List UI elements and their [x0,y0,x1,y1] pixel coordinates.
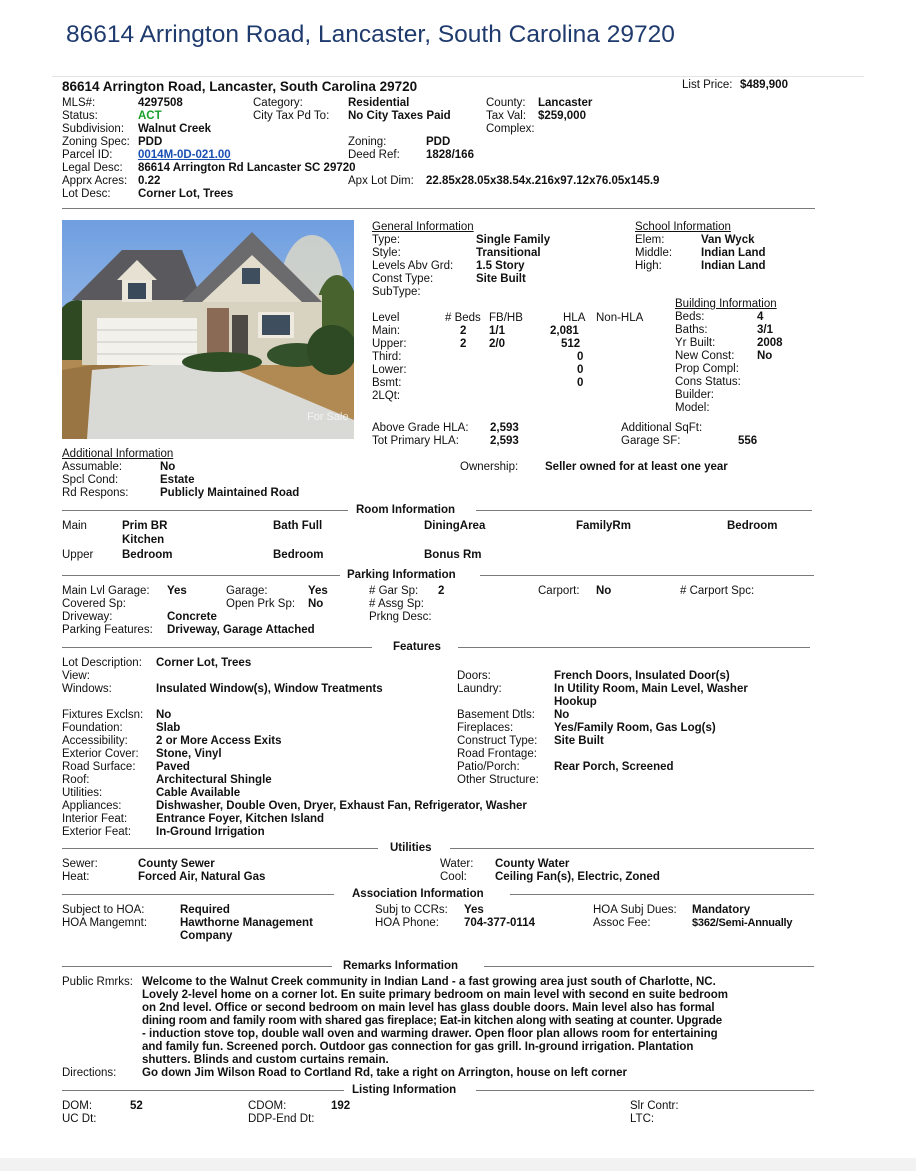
driveway-value: Concrete [167,611,217,623]
cdom-value: 192 [331,1100,351,1112]
remarks-line-1: Welcome to the Walnut Creek community in Indian Land - a fast growing area just south of Charlotte, NC. [142,976,716,988]
house-photo-illustration [62,220,354,439]
newconst-value: No [757,350,773,362]
room-main-1: Prim BR [122,520,168,532]
newconst-label: New Const: [675,350,735,362]
parcel-id-link[interactable]: 0014M-0D-021.00 [138,149,231,161]
interior-feat-label: Interior Feat: [62,813,128,825]
other-structure-label: Other Structure: [457,774,539,786]
level-main-hla: 2,081 [550,325,579,337]
propcompl-label: Prop Compl: [675,363,739,375]
public-remarks-label: Public Rmrks: [62,976,133,988]
basement-value: No [554,709,570,721]
rd-respons-value: Publicly Maintained Road [160,487,300,499]
fixtures-value: No [156,709,172,721]
levels-header-fbhb: FB/HB [489,312,523,324]
lotdim-value: 22.85x28.05x38.54x.216x97.12x76.05x145.9 [426,175,660,187]
zoning-value: PDD [426,136,451,148]
fixtures-label: Fixtures Exclsn: [62,709,144,721]
heat-label: Heat: [62,871,90,883]
interior-feat-value: Entrance Foyer, Kitchen Island [156,813,325,825]
tot-primary-hla-value: 2,593 [490,435,519,447]
lot-description-label: Lot Description: [62,657,142,669]
status-label: Status: [62,110,98,122]
yrbuilt-label: Yr Built: [675,337,716,349]
garage-value: Yes [308,585,328,597]
room-main-label: Main [62,520,87,532]
room-divider-right [476,510,812,511]
acres-value: 0.22 [138,175,161,187]
room-info-heading: Room Information [356,504,456,516]
list-price-label: List Price: [682,79,733,91]
gar-sp-value: 2 [438,585,445,597]
level-upper-beds: 2 [460,338,467,350]
taxval-value: $259,000 [538,110,586,122]
association-divider-left [62,894,334,895]
cdom-label: CDOM: [248,1100,287,1112]
uc-dt-label: UC Dt: [62,1113,97,1125]
roof-value: Architectural Shingle [156,774,272,786]
remarks-line-5: - induction stove top, double wall oven and warming drawer. Open floor plan allows room for entertaining [142,1028,718,1040]
room-upper-1: Bedroom [122,549,173,561]
elem-value: Van Wyck [701,234,755,246]
water-value: County Water [495,858,570,870]
lotdesc-label: Lot Desc: [62,188,111,200]
listing-address: 86614 Arrington Road, Lancaster, South Carolina 29720 [62,79,418,94]
level-third-hla: 0 [577,351,584,363]
parking-info-heading: Parking Information [347,569,456,581]
laundry-value-line2: Hookup [554,696,597,708]
room-main-4: FamilyRm [576,520,631,532]
subj-ccrs-value: Yes [464,904,484,916]
page-title: 86614 Arrington Road, Lancaster, South Carolina 29720 [66,21,675,48]
beds-value: 4 [757,311,764,323]
level-main-fbhb: 1/1 [489,325,505,337]
room-divider-left [62,510,348,511]
sewer-value: County Sewer [138,858,215,870]
middle-label: Middle: [635,247,673,259]
subject-hoa-value: Required [180,904,230,916]
main-lvl-garage-value: Yes [167,585,187,597]
windows-label: Windows: [62,683,112,695]
high-label: High: [635,260,662,272]
carport-value: No [596,585,612,597]
utilities-divider-right [450,848,814,849]
parcel-label: Parcel ID: [62,149,113,161]
laundry-value-line1: In Utility Room, Main Level, Washer [554,683,748,695]
level-lower-hla: 0 [577,364,584,376]
style-label: Style: [372,247,401,259]
type-label: Type: [372,234,401,246]
building-info-heading: Building Information [675,298,777,310]
spcl-cond-value: Estate [160,474,195,486]
high-value: Indian Land [701,260,766,272]
room-upper-2: Bedroom [273,549,324,561]
county-label: County: [486,97,526,109]
complex-label: Complex: [486,123,535,135]
style-value: Transitional [476,247,541,259]
ownership-value: Seller owned for at least one year [545,461,728,473]
levels-label: Levels Abv Grd: [372,260,454,272]
remarks-line-7: shutters. Blinds and custom curtains remain. [142,1054,389,1066]
remarks-line-6: and family fun. Screened porch. Outdoor gas connection for gas grill. In-ground irrigation. Plantation [142,1041,694,1053]
directions-value: Go down Jim Wilson Road to Cortland Rd, take a right on Arrington, house on left corner [142,1067,628,1079]
additional-info-heading: Additional Information [62,448,174,460]
ltc-label: LTC: [630,1113,655,1125]
appliances-label: Appliances: [62,800,122,812]
deedref-value: 1828/166 [426,149,474,161]
water-label: Water: [440,858,474,870]
baths-label: Baths: [675,324,708,336]
list-price-value: $489,900 [740,79,788,91]
garage-sf-label: Garage SF: [621,435,681,447]
parking-features-value: Driveway, Garage Attached [167,624,315,636]
slr-contr-label: Slr Contr: [630,1100,679,1112]
remarks-line-4: dining room and family room with shared gas fireplace; Eat-in kitchen along with seating at counter. Upgrade [142,1015,722,1027]
accessibility-value: 2 or More Access Exits [156,735,282,747]
summary-divider [62,208,815,209]
spcl-cond-label: Spcl Cond: [62,474,119,486]
title-divider [52,76,864,77]
hoa-subj-dues-label: HOA Subj Dues: [593,904,677,916]
beds-label: Beds: [675,311,705,323]
category-value: Residential [348,97,410,109]
levels-header-beds: # Beds [445,312,481,324]
features-divider-left [62,647,372,648]
lotdesc-value: Corner Lot, Trees [138,188,234,200]
above-grade-hla-label: Above Grade HLA: [372,422,469,434]
main-lvl-garage-label: Main Lvl Garage: [62,585,150,597]
ownership-label: Ownership: [460,461,519,473]
room-main-2: Bath Full [273,520,323,532]
utilities-heading: Utilities [390,842,432,854]
features-heading: Features [393,641,441,653]
assg-sp-label: # Assg Sp: [369,598,424,610]
deedref-label: Deed Ref: [348,149,400,161]
listing-divider-right [476,1090,814,1091]
exterior-feat-value: In-Ground Irrigation [156,826,265,838]
exterior-feat-label: Exterior Feat: [62,826,132,838]
exterior-cover-value: Stone, Vinyl [156,748,222,760]
taxval-label: Tax Val: [486,110,527,122]
listing-divider-left [62,1090,344,1091]
legal-label: Legal Desc: [62,162,123,174]
patio-porch-value: Rear Porch, Screened [554,761,674,773]
parking-divider-right [480,575,814,576]
school-info-heading: School Information [635,221,731,233]
legal-value: 86614 Arrington Rd Lancaster SC 29720 [138,162,356,174]
levels-header-nonhla: Non-HLA [596,312,644,324]
const-value: Site Built [476,273,526,285]
utilities-feature-label: Utilities: [62,787,103,799]
subdivision-value: Walnut Creek [138,123,212,135]
association-divider-right [510,894,814,895]
heat-value: Forced Air, Natural Gas [138,871,266,883]
exterior-cover-label: Exterior Cover: [62,748,139,760]
assumable-label: Assumable: [62,461,123,473]
prkng-desc-label: Prkng Desc: [369,611,432,623]
hoa-phone-label: HOA Phone: [375,917,439,929]
room-main-1b: Kitchen [122,534,165,546]
hoa-mgmt-value-line1: Hawthorne Management [180,917,313,929]
fireplaces-value: Yes/Family Room, Gas Log(s) [554,722,716,734]
driveway-label: Driveway: [62,611,113,623]
level-main-label: Main: [372,325,401,337]
level-upper-fbhb: 2/0 [489,338,505,350]
doors-value: French Doors, Insulated Door(s) [554,670,730,682]
lotdim-label: Apx Lot Dim: [348,175,414,187]
lot-description-value: Corner Lot, Trees [156,657,252,669]
levels-header-level: Level [372,312,400,324]
laundry-label: Laundry: [457,683,502,695]
open-prk-sp-value: No [308,598,324,610]
level-bsmt-hla: 0 [577,377,584,389]
directions-label: Directions: [62,1067,117,1079]
roof-label: Roof: [62,774,90,786]
sewer-label: Sewer: [62,858,98,870]
room-main-3: DiningArea [424,520,486,532]
photo-watermark: For Sale [307,411,349,423]
page-bottom-band [0,1158,916,1171]
remarks-info-heading: Remarks Information [343,960,459,972]
association-info-heading: Association Information [352,888,484,900]
construct-type-label: Construct Type: [457,735,538,747]
subdivision-label: Subdivision: [62,123,125,135]
carport-spc-label: # Carport Spc: [680,585,755,597]
const-label: Const Type: [372,273,434,285]
fireplaces-label: Fireplaces: [457,722,514,734]
levels-header-hla: HLA [563,312,586,324]
windows-value: Insulated Window(s), Window Treatments [156,683,383,695]
carport-label: Carport: [538,585,580,597]
status-badge: ACT [138,110,162,122]
assumable-value: No [160,461,176,473]
cool-value: Ceiling Fan(s), Electric, Zoned [495,871,660,883]
yrbuilt-value: 2008 [757,337,783,349]
appliances-value: Dishwasher, Double Oven, Dryer, Exhaust Fan, Refrigerator, Washer [156,800,527,812]
parking-features-label: Parking Features: [62,624,153,636]
builder-label: Builder: [675,389,714,401]
level-upper-label: Upper: [372,338,407,350]
level-upper-hla: 512 [561,338,581,350]
remarks-line-3: on 2nd level. Office or second bedroom on main level has glass double doors. Main level also has formal [142,1002,715,1014]
view-label: View: [62,670,90,682]
patio-porch-label: Patio/Porch: [457,761,520,773]
model-label: Model: [675,402,710,414]
garage-label: Garage: [226,585,268,597]
hoa-mgmt-label: HOA Mangemnt: [62,917,148,929]
subtype-label: SubType: [372,286,421,298]
mls-label: MLS#: [62,97,96,109]
utilities-divider-left [62,848,378,849]
room-upper-label: Upper [62,549,94,561]
open-prk-sp-label: Open Prk Sp: [226,598,296,610]
foundation-value: Slab [156,722,181,734]
subject-hoa-label: Subject to HOA: [62,904,145,916]
assoc-fee-label: Assoc Fee: [593,917,651,929]
remarks-divider-left [62,966,332,967]
dom-label: DOM: [62,1100,93,1112]
type-value: Single Family [476,234,551,246]
zoningspec-label: Zoning Spec: [62,136,130,148]
tot-primary-hla-label: Tot Primary HLA: [372,435,459,447]
room-upper-3: Bonus Rm [424,549,482,561]
consstatus-label: Cons Status: [675,376,741,388]
listing-info-heading: Listing Information [352,1084,457,1096]
acres-label: Apprx Acres: [62,175,128,187]
level-main-beds: 2 [460,325,467,337]
remarks-line-2: Lovely 2-level home on a corner lot. En suite primary bedroom on main level with second en suite bedroom [142,989,728,1001]
dom-value: 52 [130,1100,143,1112]
additional-sqft-label: Additional SqFt: [621,422,703,434]
ddp-end-dt-label: DDP-End Dt: [248,1113,315,1125]
middle-value: Indian Land [701,247,766,259]
basement-label: Basement Dtls: [457,709,535,721]
covered-sp-label: Covered Sp: [62,598,126,610]
zoning-label: Zoning: [348,136,387,148]
room-main-5: Bedroom [727,520,778,532]
road-surface-label: Road Surface: [62,761,136,773]
parking-divider-left [62,575,340,576]
gar-sp-label: # Gar Sp: [369,585,419,597]
hoa-subj-dues-value: Mandatory [692,904,751,916]
levels-value: 1.5 Story [476,260,525,272]
rd-respons-label: Rd Respons: [62,487,129,499]
level-bsmt-label: Bsmt: [372,377,402,389]
zoningspec-value: PDD [138,136,163,148]
level-lower-label: Lower: [372,364,407,376]
baths-value: 3/1 [757,324,773,336]
construct-type-value: Site Built [554,735,604,747]
above-grade-hla-value: 2,593 [490,422,519,434]
citytax-label: City Tax Pd To: [253,110,330,122]
road-surface-value: Paved [156,761,190,773]
county-value: Lancaster [538,97,593,109]
level-2lqt-label: 2LQt: [372,390,401,402]
property-photo[interactable] [62,220,354,439]
hoa-mgmt-value-line2: Company [180,930,233,942]
foundation-label: Foundation: [62,722,123,734]
mls-value: 4297508 [138,97,183,109]
subj-ccrs-label: Subj to CCRs: [375,904,448,916]
features-divider-right [458,647,810,648]
road-frontage-label: Road Frontage: [457,748,537,760]
cool-label: Cool: [440,871,467,883]
level-third-label: Third: [372,351,402,363]
general-info-heading: General Information [372,221,474,233]
garage-sf-value: 556 [738,435,758,447]
category-label: Category: [253,97,303,109]
doors-label: Doors: [457,670,491,682]
hoa-phone-value: 704-377-0114 [464,917,535,929]
citytax-value: No City Taxes Paid [348,110,451,122]
utilities-feature-value: Cable Available [156,787,241,799]
assoc-fee-value: $362/Semi-Annually [692,917,793,929]
elem-label: Elem: [635,234,665,246]
remarks-divider-right [484,966,814,967]
accessibility-label: Accessibility: [62,735,128,747]
